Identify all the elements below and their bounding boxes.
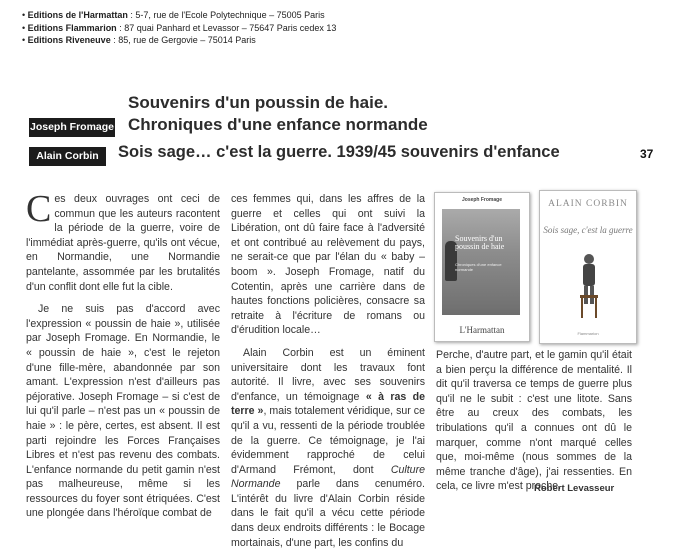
book-title-text: Culture Normande [231,463,425,491]
paragraph: ces femmes qui, dans les affres de la guerre et celles qui ont suivi la Libération, ont dû faire face à l'adversité et ont contribué au relèvement du pays, ne serait-ce que par l'élan du « baby – boom ». Joseph Fromage, natif du Cotentin, après une carrière dans de hautes fonctions policières, consacre sa retraite à l'écriture de romans ou d'érudition locale… [231,193,425,337]
review-title-2: Sois sage… c'est la guerre. 1939/45 souvenirs d'enfance [118,143,560,161]
bullet-icon: • [22,22,26,33]
author-label-corbin: Alain Corbin [29,147,106,166]
article-column-3 [436,348,632,494]
publisher-item [22,9,336,22]
paragraph: Je ne suis pas d'accord avec l'expression « poussin de haie », utilisée par Joseph Fromage. En Normandie, le « poussin de haie », c'est le rejeton d'une fille-mère, abandonnée par son amant. L'expression n'est d'ailleurs pas péjorative. Joseph Fromage – si c'est de lui qu'il parle – n'est pas un « poussin de haie » : le père, certes, est absent. Il est parti rejoindre les Forces Françaises Libres et n'est pas revenu des combats. L'enfance normande du petit gamin n'est pas malheureuse, même si les ressources du foyer sont étriquées. C'est une plongée dans l'héroïque combat de [26,303,220,520]
paragraph [231,346,425,550]
article-column-2 [231,192,425,550]
bullet-icon: • [22,35,26,45]
publisher-name: Editions de l'Harmattan [27,10,128,20]
bullet-icon: • [22,10,26,20]
emphasis-text: « à ras de terre » [231,390,425,418]
paragraph [26,188,220,294]
paragraph-text: es deux ouvrages ont ceci de commun que les auteurs racontent la période de la guerre, voire de l'immédiat après-guerre, qu'ils ont vécue, en Normandie, une Normandie pantelante, assommée par les brutalités d'un conflit dont elle fut la cible. [26,193,220,293]
publisher-address: : 87 quai Panhard et Levassor – 75647 Paris cedex 13 [116,22,337,33]
book-cover-corbin [539,190,637,344]
book-title: Sois sage, c'est la guerre [543,225,633,235]
book-covers [434,190,639,344]
drop-cap: C [26,188,52,230]
book-cover-fromage [434,192,530,342]
article-column-1 [26,188,220,521]
publisher-address: : 5-7, rue de l'Ecole Polytechnique – 75005 Paris [127,10,325,20]
book-author: ALAIN CORBIN [548,199,628,209]
child-on-chair-illustration [578,251,600,319]
paragraph-text: Alain Corbin est un éminent universitaire dont les travaux font autorité. Il livre, avec ses souvenirs d'enfance, un témoignage [231,346,425,403]
book-title: Souvenirs d'un poussin de haie [455,234,505,251]
publisher-name: Editions Flammarion [27,22,117,33]
publisher-item [22,34,336,47]
publisher-address: : 85, rue de Gergovie – 75014 Paris [110,35,256,45]
review-title-line1: Souvenirs d'un poussin de haie. [128,93,389,112]
paragraph: Perche, d'autre part, et le gamin qu'il était a bien perçu la différence de mentalité. Il dit qu'il traversa ce temps de guerre plus qu'il ne le subit : c'est une litote. Sans être au creux des combats, les tribulations qu'il a connues ont dû le marquer, comme n'ont marqué celles que, moi-même (nous sommes de la même tranche d'âge), j'ai ressenties. En cela, ce livre m'est proche. [436,349,632,493]
book-author: Joseph Fromage [461,197,502,203]
paragraph-text: parle dans cenuméro. L'intérêt du livre d'Alain Corbin réside dans le fait qu'il a vécu cette période dans deux endroits différents : le Bocage mortainais, d'une part, les confins du [231,478,425,549]
publisher-name: Editions Riveneuve [27,35,111,45]
book-subtitle: Chroniques d'une enfance normande [455,262,502,272]
reviewer-signature: Robert Levasseur [534,483,615,494]
publisher-name: Flammarion [577,331,599,336]
author-label-fromage: Joseph Fromage [29,118,115,137]
publisher-item [22,22,336,35]
publishers-list [22,9,336,47]
publisher-logo: L'Harmattan [459,325,505,335]
page-number: 37 [640,147,654,161]
paragraph-text: , mais totalement véridique, sur ce qu'il a vu, ressenti de la période troublée de la guerre. Ce témoignage, je l'ai évidemment rapproché de celui d'Armand Frémont, dont [231,405,425,476]
review-title-line2: Chroniques d'une enfance normande [128,115,428,134]
